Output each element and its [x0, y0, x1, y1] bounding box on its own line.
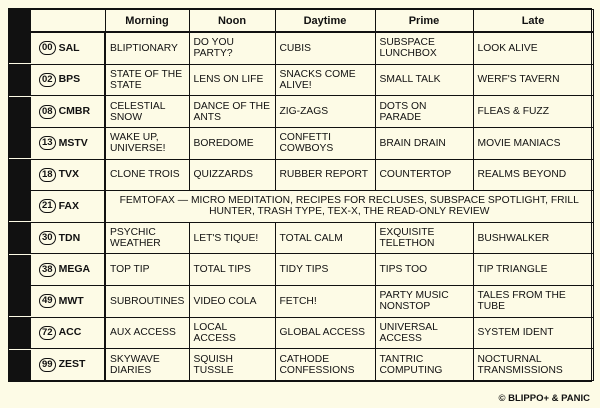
header-noon: Noon: [189, 10, 275, 33]
channel-callsign: TVX: [58, 168, 79, 181]
show-cell-late: TALES FROM THE TUBE: [473, 286, 593, 318]
channel-cell: [9, 349, 105, 381]
channel-row: [9, 32, 593, 64]
show-cell-prime: SMALL TALK: [375, 64, 473, 96]
show-cell-prime: TIPS TOO: [375, 254, 473, 286]
channel-callsign: TDN: [58, 231, 81, 244]
show-cell-prime: BRAIN DRAIN: [375, 127, 473, 159]
header-row: [9, 10, 593, 33]
channel-callsign: CMBR: [58, 105, 91, 118]
channel-callsign: MSTV: [58, 136, 88, 149]
show-cell-morning: CLONE TROIS: [105, 159, 189, 191]
channel-number: 18: [39, 168, 56, 182]
channel-bar: [9, 65, 31, 95]
show-cell-noon: SQUISH TUSSLE: [189, 349, 275, 381]
channel-bar: [9, 191, 31, 221]
show-cell-prime: UNIVERSAL ACCESS: [375, 317, 473, 349]
channel-number: 30: [39, 231, 56, 245]
channel-callsign: SAL: [58, 41, 80, 54]
channel-cell: [9, 191, 105, 223]
show-cell-noon: QUIZZARDS: [189, 159, 275, 191]
show-cell-morning: PSYCHIC WEATHER: [105, 222, 189, 254]
show-cell-morning: TOP TIP: [105, 254, 189, 286]
show-cell-daytime: GLOBAL ACCESS: [275, 317, 375, 349]
channel-callsign: ACC: [58, 326, 82, 339]
channel-cell: [9, 317, 105, 349]
show-cell-noon: DO YOU PARTY?: [189, 32, 275, 64]
show-cell-prime: TANTRIC COMPUTING: [375, 349, 473, 381]
header-late: Late: [473, 10, 593, 33]
channel-row: [9, 64, 593, 96]
show-cell-morning: CELESTIAL SNOW: [105, 96, 189, 128]
show-cell-noon: TOTAL TIPS: [189, 254, 275, 286]
channel-cell: [9, 96, 105, 128]
channel-row: [9, 254, 593, 286]
channel-cell: [9, 64, 105, 96]
show-cell-noon: BOREDOME: [189, 127, 275, 159]
show-cell-daytime: FETCH!: [275, 286, 375, 318]
channel-row: [9, 222, 593, 254]
channel-number: 72: [39, 326, 56, 340]
show-cell-late: WERF'S TAVERN: [473, 64, 593, 96]
channel-bar: [9, 33, 31, 63]
show-cell-late: LOOK ALIVE: [473, 32, 593, 64]
header-daytime: Daytime: [275, 10, 375, 33]
channel-number: 13: [39, 136, 56, 150]
channel-row: [9, 317, 593, 349]
show-cell-late: BUSHWALKER: [473, 222, 593, 254]
show-cell-prime: SUBSPACE LUNCHBOX: [375, 32, 473, 64]
schedule-grid: [8, 8, 592, 382]
show-cell-morning: AUX ACCESS: [105, 317, 189, 349]
show-cell-prime: PARTY MUSIC NONSTOP: [375, 286, 473, 318]
channel-number: 08: [39, 105, 56, 119]
show-cell-noon: LENS ON LIFE: [189, 64, 275, 96]
header-morning: Morning: [105, 10, 189, 33]
show-cell-daytime: CONFETTI COWBOYS: [275, 127, 375, 159]
corner-cell: [9, 10, 105, 33]
show-cell-morning: SUBROUTINES: [105, 286, 189, 318]
show-cell-morning: SKYWAVE DIARIES: [105, 349, 189, 381]
show-cell-daytime: TOTAL CALM: [275, 222, 375, 254]
channel-callsign: MWT: [58, 294, 84, 307]
channel-bar: [9, 223, 31, 253]
show-cell-prime: EXQUISITE TELETHON: [375, 222, 473, 254]
show-cell-late: NOCTURNAL TRANSMISSIONS: [473, 349, 593, 381]
show-cell-wide: FEMTOFAX — MICRO MEDITATION, RECIPES FOR RECLUSES, SUBSPACE SPOTLIGHT, FRILL HUNTER, TRASH TYPE, TEX-X, THE READ-ONLY REVIEW: [105, 191, 593, 223]
channel-number: 21: [39, 199, 56, 213]
show-cell-morning: BLIPTIONARY: [105, 32, 189, 64]
copyright-credit: © BLIPPO+ & PANIC: [498, 393, 590, 404]
show-cell-late: MOVIE MANIACS: [473, 127, 593, 159]
channel-number: 02: [39, 73, 56, 87]
channel-bar: [9, 286, 31, 316]
channel-callsign: MEGA: [58, 263, 91, 276]
show-cell-noon: LOCAL ACCESS: [189, 317, 275, 349]
channel-bar: [9, 128, 31, 158]
show-cell-late: REALMS BEYOND: [473, 159, 593, 191]
schedule-table: [9, 9, 594, 381]
channel-callsign: ZEST: [58, 358, 86, 371]
show-cell-daytime: ZIG-ZAGS: [275, 96, 375, 128]
header-prime: Prime: [375, 10, 473, 33]
channel-number: 00: [39, 41, 56, 55]
show-cell-morning: WAKE UP, UNIVERSE!: [105, 127, 189, 159]
show-cell-daytime: CUBIS: [275, 32, 375, 64]
channel-row: [9, 349, 593, 381]
show-cell-noon: DANCE OF THE ANTS: [189, 96, 275, 128]
show-cell-noon: VIDEO COLA: [189, 286, 275, 318]
channel-row: [9, 191, 593, 223]
channel-callsign: FAX: [58, 199, 79, 212]
show-cell-daytime: RUBBER REPORT: [275, 159, 375, 191]
show-cell-morning: STATE OF THE STATE: [105, 64, 189, 96]
show-cell-late: SYSTEM IDENT: [473, 317, 593, 349]
channel-bar: [9, 160, 31, 190]
show-cell-daytime: CATHODE CONFESSIONS: [275, 349, 375, 381]
channel-number: 49: [39, 294, 56, 308]
show-cell-prime: COUNTERTOP: [375, 159, 473, 191]
channel-cell: [9, 32, 105, 64]
channel-cell: [9, 286, 105, 318]
channel-row: [9, 96, 593, 128]
channel-cell: [9, 159, 105, 191]
channel-row: [9, 159, 593, 191]
channel-bar: [9, 318, 31, 348]
channel-row: [9, 127, 593, 159]
channel-cell: [9, 254, 105, 286]
channel-row: [9, 286, 593, 318]
channel-bar: [9, 350, 31, 380]
show-cell-prime: DOTS ON PARADE: [375, 96, 473, 128]
channel-cell: [9, 127, 105, 159]
show-cell-late: TIP TRIANGLE: [473, 254, 593, 286]
show-cell-daytime: SNACKS COME ALIVE!: [275, 64, 375, 96]
show-cell-daytime: TIDY TIPS: [275, 254, 375, 286]
corner-bar: [9, 10, 31, 31]
channel-number: 38: [39, 263, 56, 277]
channel-bar: [9, 97, 31, 127]
channel-cell: [9, 222, 105, 254]
channel-number: 99: [39, 358, 56, 372]
channel-bar: [9, 255, 31, 285]
show-cell-noon: LET'S TIQUE!: [189, 222, 275, 254]
show-cell-late: FLEAS & FUZZ: [473, 96, 593, 128]
channel-callsign: BPS: [58, 73, 81, 86]
